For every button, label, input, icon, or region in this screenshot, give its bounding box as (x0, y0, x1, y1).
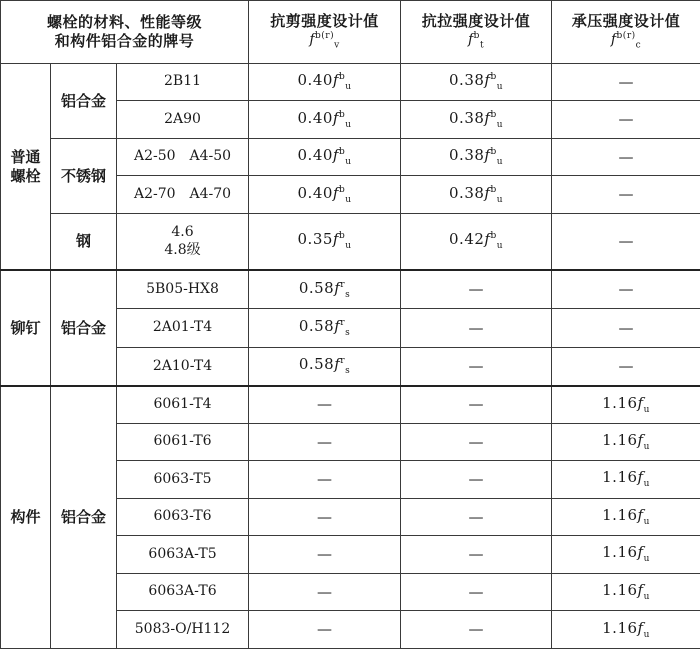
tension-value: — (401, 536, 552, 574)
material-aluminum: 铝合金 (51, 270, 117, 386)
bearing-value: — (552, 176, 700, 214)
grade-cell: 5B05-HX8 (117, 270, 249, 309)
shear-value: $0.58f^r_s$ (249, 347, 401, 386)
table-row (1, 213, 700, 270)
table-row (1, 63, 700, 101)
grade-cell: A2-70 A4-70 (117, 176, 249, 214)
category-rivet: 铆钉 (1, 270, 51, 386)
shear-value: $0.40f^b_u$ (249, 63, 401, 101)
tension-value: $0.38f^b_u$ (401, 63, 552, 101)
bearing-value: — (552, 138, 700, 176)
header-tension-title: 抗拉强度设计值 (421, 12, 531, 31)
bearing-value: $1.16f_u$ (552, 573, 700, 611)
tension-value: — (401, 573, 552, 611)
grade-cell: 6061-T6 (117, 423, 249, 461)
shear-value: — (249, 611, 401, 649)
header-bearing-title: 承压强度设计值 (571, 12, 681, 31)
grade-cell: 6063-T5 (117, 461, 249, 499)
shear-value: — (249, 573, 401, 611)
shear-value: $0.35f^b_u$ (249, 213, 401, 270)
bearing-value: $1.16f_u$ (552, 461, 700, 499)
shear-value: $0.58f^r_s$ (249, 270, 401, 309)
tension-value: — (401, 309, 552, 348)
bearing-value: — (552, 63, 700, 101)
header-bearing-symbol: $f^{b(r)}_c$ (610, 30, 642, 51)
material-stainless-steel: 不锈钢 (51, 138, 117, 213)
grade-cell: 2A01-T4 (117, 309, 249, 348)
shear-value: — (249, 498, 401, 536)
material-aluminum: 铝合金 (51, 63, 117, 138)
shear-value: — (249, 461, 401, 499)
grade-cell: 2A10-T4 (117, 347, 249, 386)
tension-value: $0.42f^b_u$ (401, 213, 552, 270)
header-shear-symbol: $f^{b(r)}_v$ (309, 30, 340, 51)
bearing-value: — (552, 101, 700, 139)
grade-cell: 5083-O/H112 (117, 611, 249, 649)
category-ordinary-bolt: 普通 螺栓 (1, 63, 51, 270)
grade-cell: 6063A-T6 (117, 573, 249, 611)
shear-value: $0.40f^b_u$ (249, 101, 401, 139)
category-member: 构件 (1, 386, 51, 649)
grade-cell: 2B11 (117, 63, 249, 101)
shear-value: $0.40f^b_u$ (249, 138, 401, 176)
header-shear-strength (249, 1, 401, 64)
material-aluminum: 铝合金 (51, 386, 117, 649)
table-row (1, 386, 700, 424)
header-material-grade (1, 1, 249, 64)
grade-cell: 2A90 (117, 101, 249, 139)
shear-value: — (249, 423, 401, 461)
tension-value: — (401, 386, 552, 424)
tension-value: $0.38f^b_u$ (401, 101, 552, 139)
shear-value: — (249, 536, 401, 574)
tension-value: — (401, 347, 552, 386)
header-tension-strength (401, 1, 552, 64)
header-material-line2: 和构件铝合金的牌号 (54, 31, 195, 50)
tension-value: — (401, 498, 552, 536)
grade-cell: 6063A-T5 (117, 536, 249, 574)
material-steel: 钢 (51, 213, 117, 270)
header-row (1, 1, 700, 64)
tension-value: $0.38f^b_u$ (401, 176, 552, 214)
shear-value: $0.40f^b_u$ (249, 176, 401, 214)
bearing-value: $1.16f_u$ (552, 386, 700, 424)
bearing-value: — (552, 309, 700, 348)
header-tension-symbol: $f^b_t$ (467, 30, 485, 51)
tension-value: $0.38f^b_u$ (401, 138, 552, 176)
tension-value: — (401, 270, 552, 309)
shear-value: — (249, 386, 401, 424)
bearing-value: — (552, 347, 700, 386)
bearing-value: — (552, 270, 700, 309)
header-shear-title: 抗剪强度设计值 (270, 12, 379, 31)
table-row (1, 270, 700, 309)
bearing-value: $1.16f_u$ (552, 611, 700, 649)
grade-cell: 4.6 4.8级 (117, 213, 249, 270)
grade-cell: 6061-T4 (117, 386, 249, 424)
grade-cell: A2-50 A4-50 (117, 138, 249, 176)
header-bearing-strength (552, 1, 700, 64)
tension-value: — (401, 461, 552, 499)
bearing-value: $1.16f_u$ (552, 498, 700, 536)
grade-cell: 6063-T6 (117, 498, 249, 536)
bearing-value: — (552, 213, 700, 270)
header-material-line1: 螺栓的材料、性能等级 (47, 13, 203, 32)
bearing-value: $1.16f_u$ (552, 423, 700, 461)
tension-value: — (401, 611, 552, 649)
table-row (1, 138, 700, 176)
bearing-value: $1.16f_u$ (552, 536, 700, 574)
shear-value: $0.58f^r_s$ (249, 309, 401, 348)
tension-value: — (401, 423, 552, 461)
